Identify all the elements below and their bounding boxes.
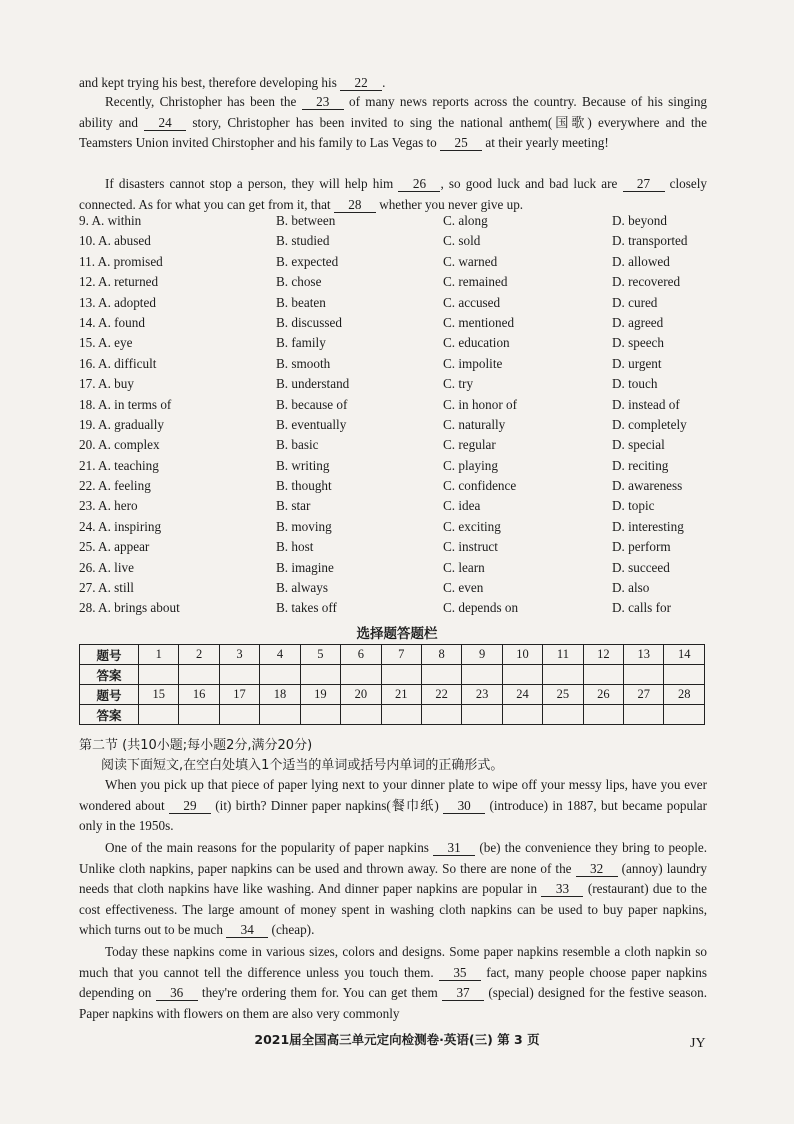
option-c: C. along (443, 213, 488, 228)
question-number-row (80, 645, 705, 665)
question-number-cell: 13 (624, 645, 664, 665)
question-number-cell: 14 (664, 645, 705, 665)
blank-35: 35 (439, 966, 481, 981)
option-row (79, 456, 719, 476)
option-b: B. imagine (276, 559, 334, 575)
blank-36: 36 (156, 986, 198, 1001)
answer-cell[interactable] (543, 665, 583, 685)
answer-cell[interactable] (381, 705, 421, 725)
option-d: D. topic (612, 498, 655, 514)
option-row (79, 415, 719, 435)
blank-27: 27 (623, 177, 665, 192)
option-c: C. sold (443, 233, 481, 249)
option-a: 23. A. hero (79, 498, 138, 514)
answer-cell[interactable] (260, 705, 300, 725)
option-a: 12. A. returned (79, 274, 159, 290)
option-b: B. always (276, 580, 329, 596)
question-number-row (80, 685, 705, 705)
option-c: C. naturally (443, 416, 506, 432)
option-d: D. beyond (612, 213, 667, 228)
option-a: 18. A. in terms of (79, 396, 172, 412)
question-number-cell: 18 (260, 685, 300, 705)
answer-row (80, 705, 705, 725)
option-row (79, 537, 719, 557)
option-b: B. eventually (276, 416, 347, 432)
answer-cell[interactable] (421, 665, 461, 685)
passage-paragraph-2: Recently, Christopher has been the 23 of many news reports across the country. Because of his singing ability and 24 story, Christopher has been invited to sing the national anthem(国歌) everywhere and the Teamsters Union invited Chirstopher and his family to Las Vegas to 25 at their yearly meeting! (79, 94, 708, 150)
option-c: C. exciting (443, 518, 501, 534)
option-b: B. star (276, 498, 311, 514)
question-number-cell: 6 (341, 645, 381, 665)
option-a: 19. A. gradually (79, 416, 164, 432)
answer-sheet-table (79, 644, 705, 725)
option-b: B. smooth (276, 355, 331, 371)
question-number-cell: 7 (381, 645, 421, 665)
section-2-instruction: 阅读下面短文,在空白处填入1个适当的单词或括号内单词的正确形式。 (101, 758, 504, 773)
section2-paragraph-2: One of the main reasons for the popularity of paper napkins 31 (be) the convenience they bring to people. Unlike cloth napkins, paper napkins can be used and thrown away. So there are none of the 32 (annoy) laundry needs that cloth napkins have like washing. And dinner paper napkins are popular in 33 (restaurant) due to the cost effectiveness. The large amount of money spent in washing cloth napkins can be used to buy paper napkins, which turns out to be much 34 (cheap). (79, 840, 708, 937)
option-c: C. warned (443, 253, 498, 269)
question-number-cell: 1 (139, 645, 179, 665)
question-number-cell: 27 (624, 685, 664, 705)
question-number-cell: 25 (543, 685, 583, 705)
question-number-cell: 3 (219, 645, 259, 665)
answer-cell[interactable] (179, 705, 219, 725)
question-number-cell: 21 (381, 685, 421, 705)
option-c: C. playing (443, 457, 498, 473)
blank-28: 28 (334, 198, 376, 213)
answer-cell[interactable] (219, 665, 259, 685)
answer-cell[interactable] (664, 705, 705, 725)
answer-cell[interactable] (219, 705, 259, 725)
option-c: C. remained (443, 274, 508, 290)
option-row (79, 476, 719, 496)
option-a: 22. A. feeling (79, 478, 151, 494)
blank-32: 32 (576, 862, 618, 877)
option-row (79, 231, 719, 251)
blank-25: 25 (440, 136, 482, 151)
option-a: 11. A. promised (79, 253, 163, 269)
option-c: C. instruct (443, 539, 498, 555)
passage-paragraph-3: If disasters cannot stop a person, they will help him 26 , so good luck and bad luck are 27 closely connected. As for what you can get from it, that 28 whether you never give up. (79, 176, 708, 212)
option-d: D. perform (612, 539, 671, 555)
option-d: D. agreed (612, 314, 664, 330)
blank-33: 33 (541, 882, 583, 897)
question-number-cell: 28 (664, 685, 705, 705)
answer-cell[interactable] (139, 705, 179, 725)
blank-34: 34 (226, 923, 268, 938)
answer-cell[interactable] (583, 665, 623, 685)
answer-cell[interactable] (260, 665, 300, 685)
option-a: 16. A. difficult (79, 355, 157, 371)
answer-cell[interactable] (624, 665, 664, 685)
answer-label: 答案 (80, 665, 139, 685)
option-a: 28. A. brings about (79, 600, 180, 616)
option-row (79, 272, 719, 292)
options-list (79, 211, 719, 619)
option-row (79, 496, 719, 516)
option-d: D. also (612, 580, 650, 596)
option-d: D. urgent (612, 355, 662, 371)
option-a: 15. A. eye (79, 335, 133, 351)
answer-cell[interactable] (381, 665, 421, 685)
option-d: D. succeed (612, 559, 670, 575)
question-number-cell: 23 (462, 685, 502, 705)
option-d: D. calls for (612, 600, 671, 616)
option-b: B. writing (276, 457, 330, 473)
option-c: C. regular (443, 437, 496, 453)
option-a: 25. A. appear (79, 539, 150, 555)
option-row (79, 578, 719, 598)
blank-29: 29 (169, 799, 211, 814)
option-d: D. cured (612, 294, 658, 310)
option-row (79, 558, 719, 578)
answer-cell[interactable] (300, 705, 340, 725)
option-row (79, 435, 719, 455)
option-a: 10. A. abused (79, 233, 151, 249)
option-d: D. instead of (612, 396, 680, 412)
option-d: D. recovered (612, 274, 681, 290)
question-number-cell: 24 (502, 685, 542, 705)
blank-24: 24 (144, 116, 186, 131)
number-label: 题号 (80, 645, 139, 665)
question-number-cell: 8 (421, 645, 461, 665)
option-b: B. understand (276, 376, 350, 392)
option-c: C. idea (443, 498, 481, 514)
option-b: B. studied (276, 233, 330, 249)
blank-30: 30 (443, 799, 485, 814)
option-a: 20. A. complex (79, 437, 160, 453)
option-b: B. discussed (276, 314, 342, 330)
option-b: B. basic (276, 437, 319, 453)
option-a: 26. A. live (79, 559, 134, 575)
answer-cell[interactable] (502, 665, 542, 685)
question-number-cell: 15 (139, 685, 179, 705)
option-a: 17. A. buy (79, 376, 134, 392)
option-c: C. depends on (443, 600, 519, 616)
option-row (79, 211, 719, 231)
answer-cell[interactable] (543, 705, 583, 725)
option-c: C. education (443, 335, 510, 351)
option-row (79, 395, 719, 415)
option-d: D. awareness (612, 478, 683, 494)
option-b: B. host (276, 539, 314, 555)
option-c: C. even (443, 580, 484, 596)
question-number-cell: 4 (260, 645, 300, 665)
option-c: C. in honor of (443, 396, 517, 412)
answer-cell[interactable] (462, 705, 502, 725)
option-d: D. interesting (612, 518, 684, 534)
option-a: 27. A. still (79, 580, 134, 596)
blank-37: 37 (442, 986, 484, 1001)
option-b: B. takes off (276, 600, 337, 616)
option-d: D. special (612, 437, 665, 453)
option-b: B. between (276, 213, 336, 228)
option-b: B. thought (276, 478, 332, 494)
question-number-cell: 17 (219, 685, 259, 705)
option-a: 21. A. teaching (79, 457, 159, 473)
answer-label: 答案 (80, 705, 139, 725)
option-row (79, 313, 719, 333)
option-b: B. chose (276, 274, 322, 290)
option-row (79, 598, 719, 618)
option-c: C. try (443, 376, 474, 392)
question-number-cell: 11 (543, 645, 583, 665)
option-row (79, 333, 719, 353)
section2-paragraph-1: When you pick up that piece of paper lying next to your dinner plate to wipe off your messy lips, have you ever wondered about 29 (it) birth? Dinner paper napkins(餐巾纸) 30 (introduce) in 1887, but became popular only in the 1950s. (79, 777, 708, 833)
blank-22: 22 (340, 76, 382, 91)
answer-cell[interactable] (341, 705, 381, 725)
answer-cell[interactable] (583, 705, 623, 725)
page-footer: 2021届全国高三单元定向检测卷·英语(三) 第 3 页 (254, 1032, 540, 1047)
answer-row (80, 665, 705, 685)
question-number-cell: 9 (462, 645, 502, 665)
question-number-cell: 10 (502, 645, 542, 665)
option-d: D. completely (612, 416, 687, 432)
blank-23: 23 (302, 95, 344, 110)
option-b: B. expected (276, 253, 339, 269)
section-2-heading: 第二节 (共10小题;每小题2分,满分20分) (79, 738, 313, 753)
question-number-cell: 20 (341, 685, 381, 705)
option-c: C. mentioned (443, 314, 515, 330)
option-d: D. reciting (612, 457, 669, 473)
option-a: 9. A. within (79, 213, 142, 228)
option-d: D. touch (612, 376, 658, 392)
answer-cell[interactable] (139, 665, 179, 685)
question-number-cell: 22 (421, 685, 461, 705)
option-a: 13. A. adopted (79, 294, 156, 310)
section2-paragraph-3: Today these napkins come in various sizes, colors and designs. Some paper napkins resemble a cloth napkin so much that you cannot tell the difference unless you touch them. 35 fact, many people choose paper napkins depending on 36 they're ordering them for. You can get them 37 (special) designed for the festive season. Paper napkins with flowers on them are also very commonly (79, 944, 708, 1021)
option-row (79, 252, 719, 272)
answer-cell[interactable] (179, 665, 219, 685)
question-number-cell: 2 (179, 645, 219, 665)
footer-code: JY (690, 1036, 706, 1051)
question-number-cell: 12 (583, 645, 623, 665)
answer-cell[interactable] (300, 665, 340, 685)
question-number-cell: 16 (179, 685, 219, 705)
option-d: D. speech (612, 335, 664, 351)
answer-cell[interactable] (664, 665, 705, 685)
option-c: C. impolite (443, 355, 503, 371)
question-number-cell: 19 (300, 685, 340, 705)
option-row (79, 354, 719, 374)
option-c: C. confidence (443, 478, 517, 494)
option-c: C. learn (443, 559, 485, 575)
option-b: B. beaten (276, 294, 326, 310)
option-b: B. family (276, 335, 326, 351)
answer-cell[interactable] (502, 705, 542, 725)
option-row (79, 374, 719, 394)
question-number-cell: 26 (583, 685, 623, 705)
passage-line-1: and kept trying his best, therefore developing his 22 . (79, 75, 386, 90)
answer-cell[interactable] (462, 665, 502, 685)
number-label: 题号 (80, 685, 139, 705)
option-b: B. moving (276, 518, 332, 534)
option-row (79, 293, 719, 313)
option-d: D. allowed (612, 253, 670, 269)
option-a: 14. A. found (79, 314, 145, 330)
answer-cell[interactable] (624, 705, 664, 725)
option-a: 24. A. inspiring (79, 518, 162, 534)
option-b: B. because of (276, 396, 348, 412)
question-number-cell: 5 (300, 645, 340, 665)
option-c: C. accused (443, 294, 501, 310)
answer-cell[interactable] (421, 705, 461, 725)
blank-31: 31 (433, 841, 475, 856)
answer-sheet-title: 选择题答题栏 (356, 626, 438, 642)
option-d: D. transported (612, 233, 688, 249)
option-row (79, 517, 719, 537)
answer-cell[interactable] (341, 665, 381, 685)
blank-26: 26 (398, 177, 440, 192)
